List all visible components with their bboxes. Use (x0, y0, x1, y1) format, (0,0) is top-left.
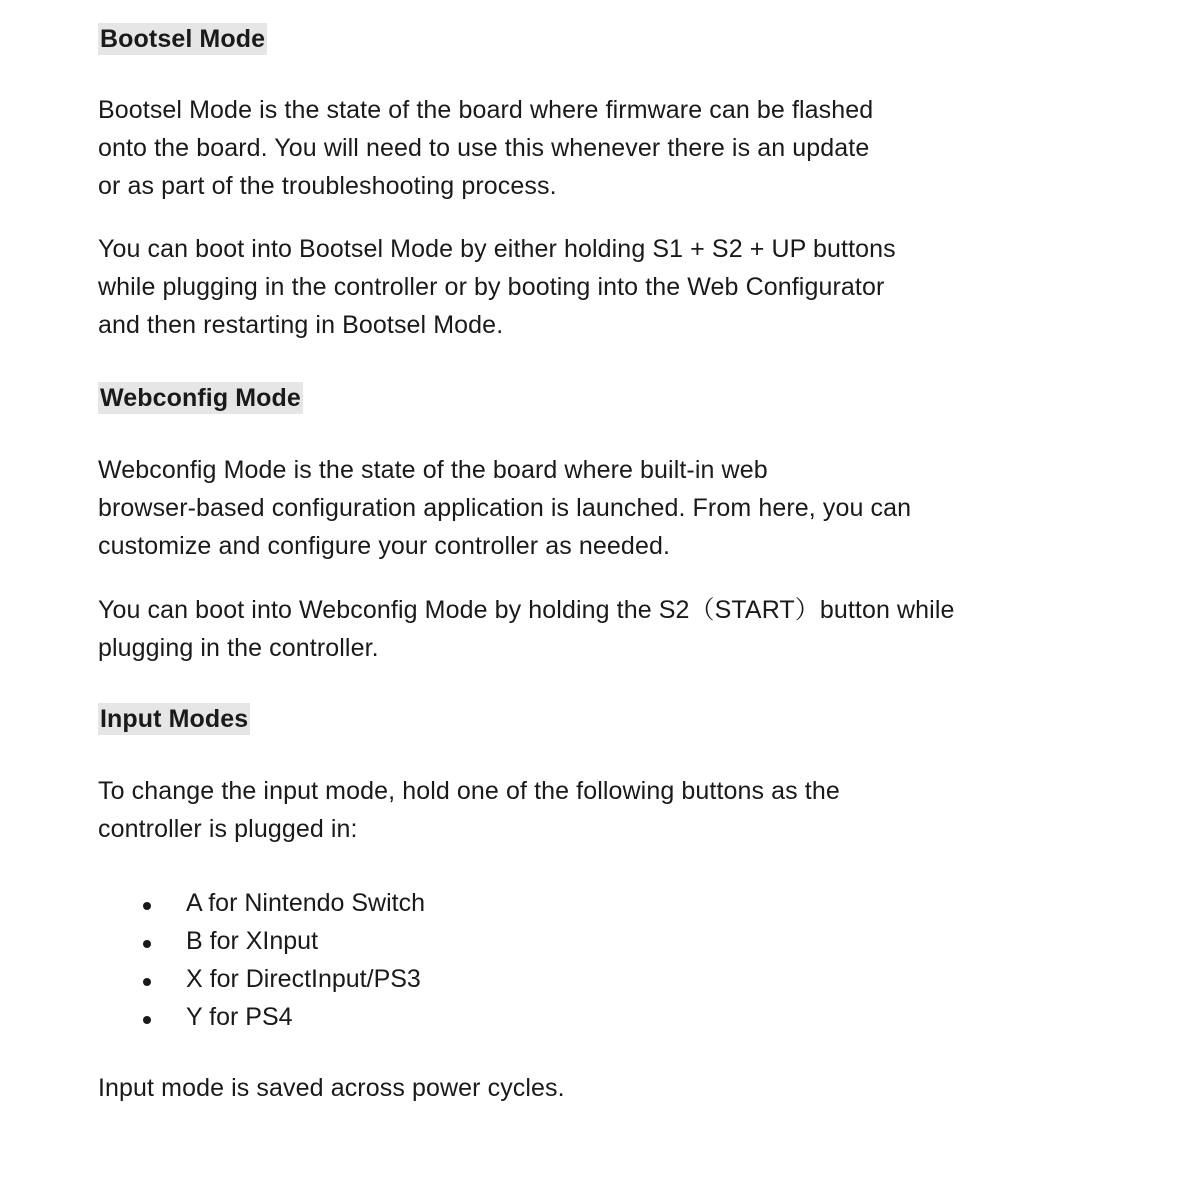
text-line: or as part of the troubleshooting process. (98, 172, 557, 200)
list-item-label: X for DirectInput/PS3 (186, 965, 421, 993)
input-mode-list (140, 884, 425, 1036)
bootsel-instructions (98, 230, 978, 344)
text-line: controller is plugged in: (98, 815, 358, 843)
text-line: You can boot into Bootsel Mode by either holding S1 + S2 + UP buttons (98, 235, 896, 263)
bootsel-description (98, 91, 978, 205)
list-item-label: Y for PS4 (186, 1003, 293, 1031)
text-line: Input mode is saved across power cycles. (98, 1074, 565, 1102)
text-line: onto the board. You will need to use this whenever there is an update (98, 134, 870, 162)
text-line: browser-based configuration application is launched. From here, you can (98, 494, 912, 522)
webconfig-instructions (98, 591, 978, 667)
heading-input-modes: Input Modes (100, 705, 249, 733)
text-line: and then restarting in Bootsel Mode. (98, 311, 504, 339)
bullet-icon (143, 940, 151, 948)
text-line: while plugging in the controller or by booting into the Web Configurator (98, 273, 885, 301)
text-line: To change the input mode, hold one of the following buttons as the (98, 777, 840, 805)
text-line: Webconfig Mode is the state of the board where built-in web (98, 456, 768, 484)
list-item (140, 998, 425, 1036)
list-item-label: A for Nintendo Switch (186, 889, 426, 917)
text-line: plugging in the controller. (98, 634, 379, 662)
text-line: You can boot into Webconfig Mode by holding the S2（START）button while (98, 596, 955, 624)
text-line: customize and configure your controller as needed. (98, 532, 670, 560)
bullet-icon (143, 978, 151, 986)
heading-webconfig-mode: Webconfig Mode (100, 384, 301, 412)
bullet-icon (143, 1016, 151, 1024)
heading-bootsel-mode: Bootsel Mode (100, 25, 266, 53)
input-mode-description (98, 772, 978, 848)
list-item (140, 922, 425, 960)
list-item (140, 960, 425, 998)
list-item-label: B for XInput (186, 927, 319, 955)
input-mode-footer (98, 1069, 978, 1107)
webconfig-description (98, 451, 978, 565)
bullet-icon (143, 902, 151, 910)
list-item (140, 884, 425, 922)
text-line: Bootsel Mode is the state of the board where firmware can be flashed (98, 96, 874, 124)
